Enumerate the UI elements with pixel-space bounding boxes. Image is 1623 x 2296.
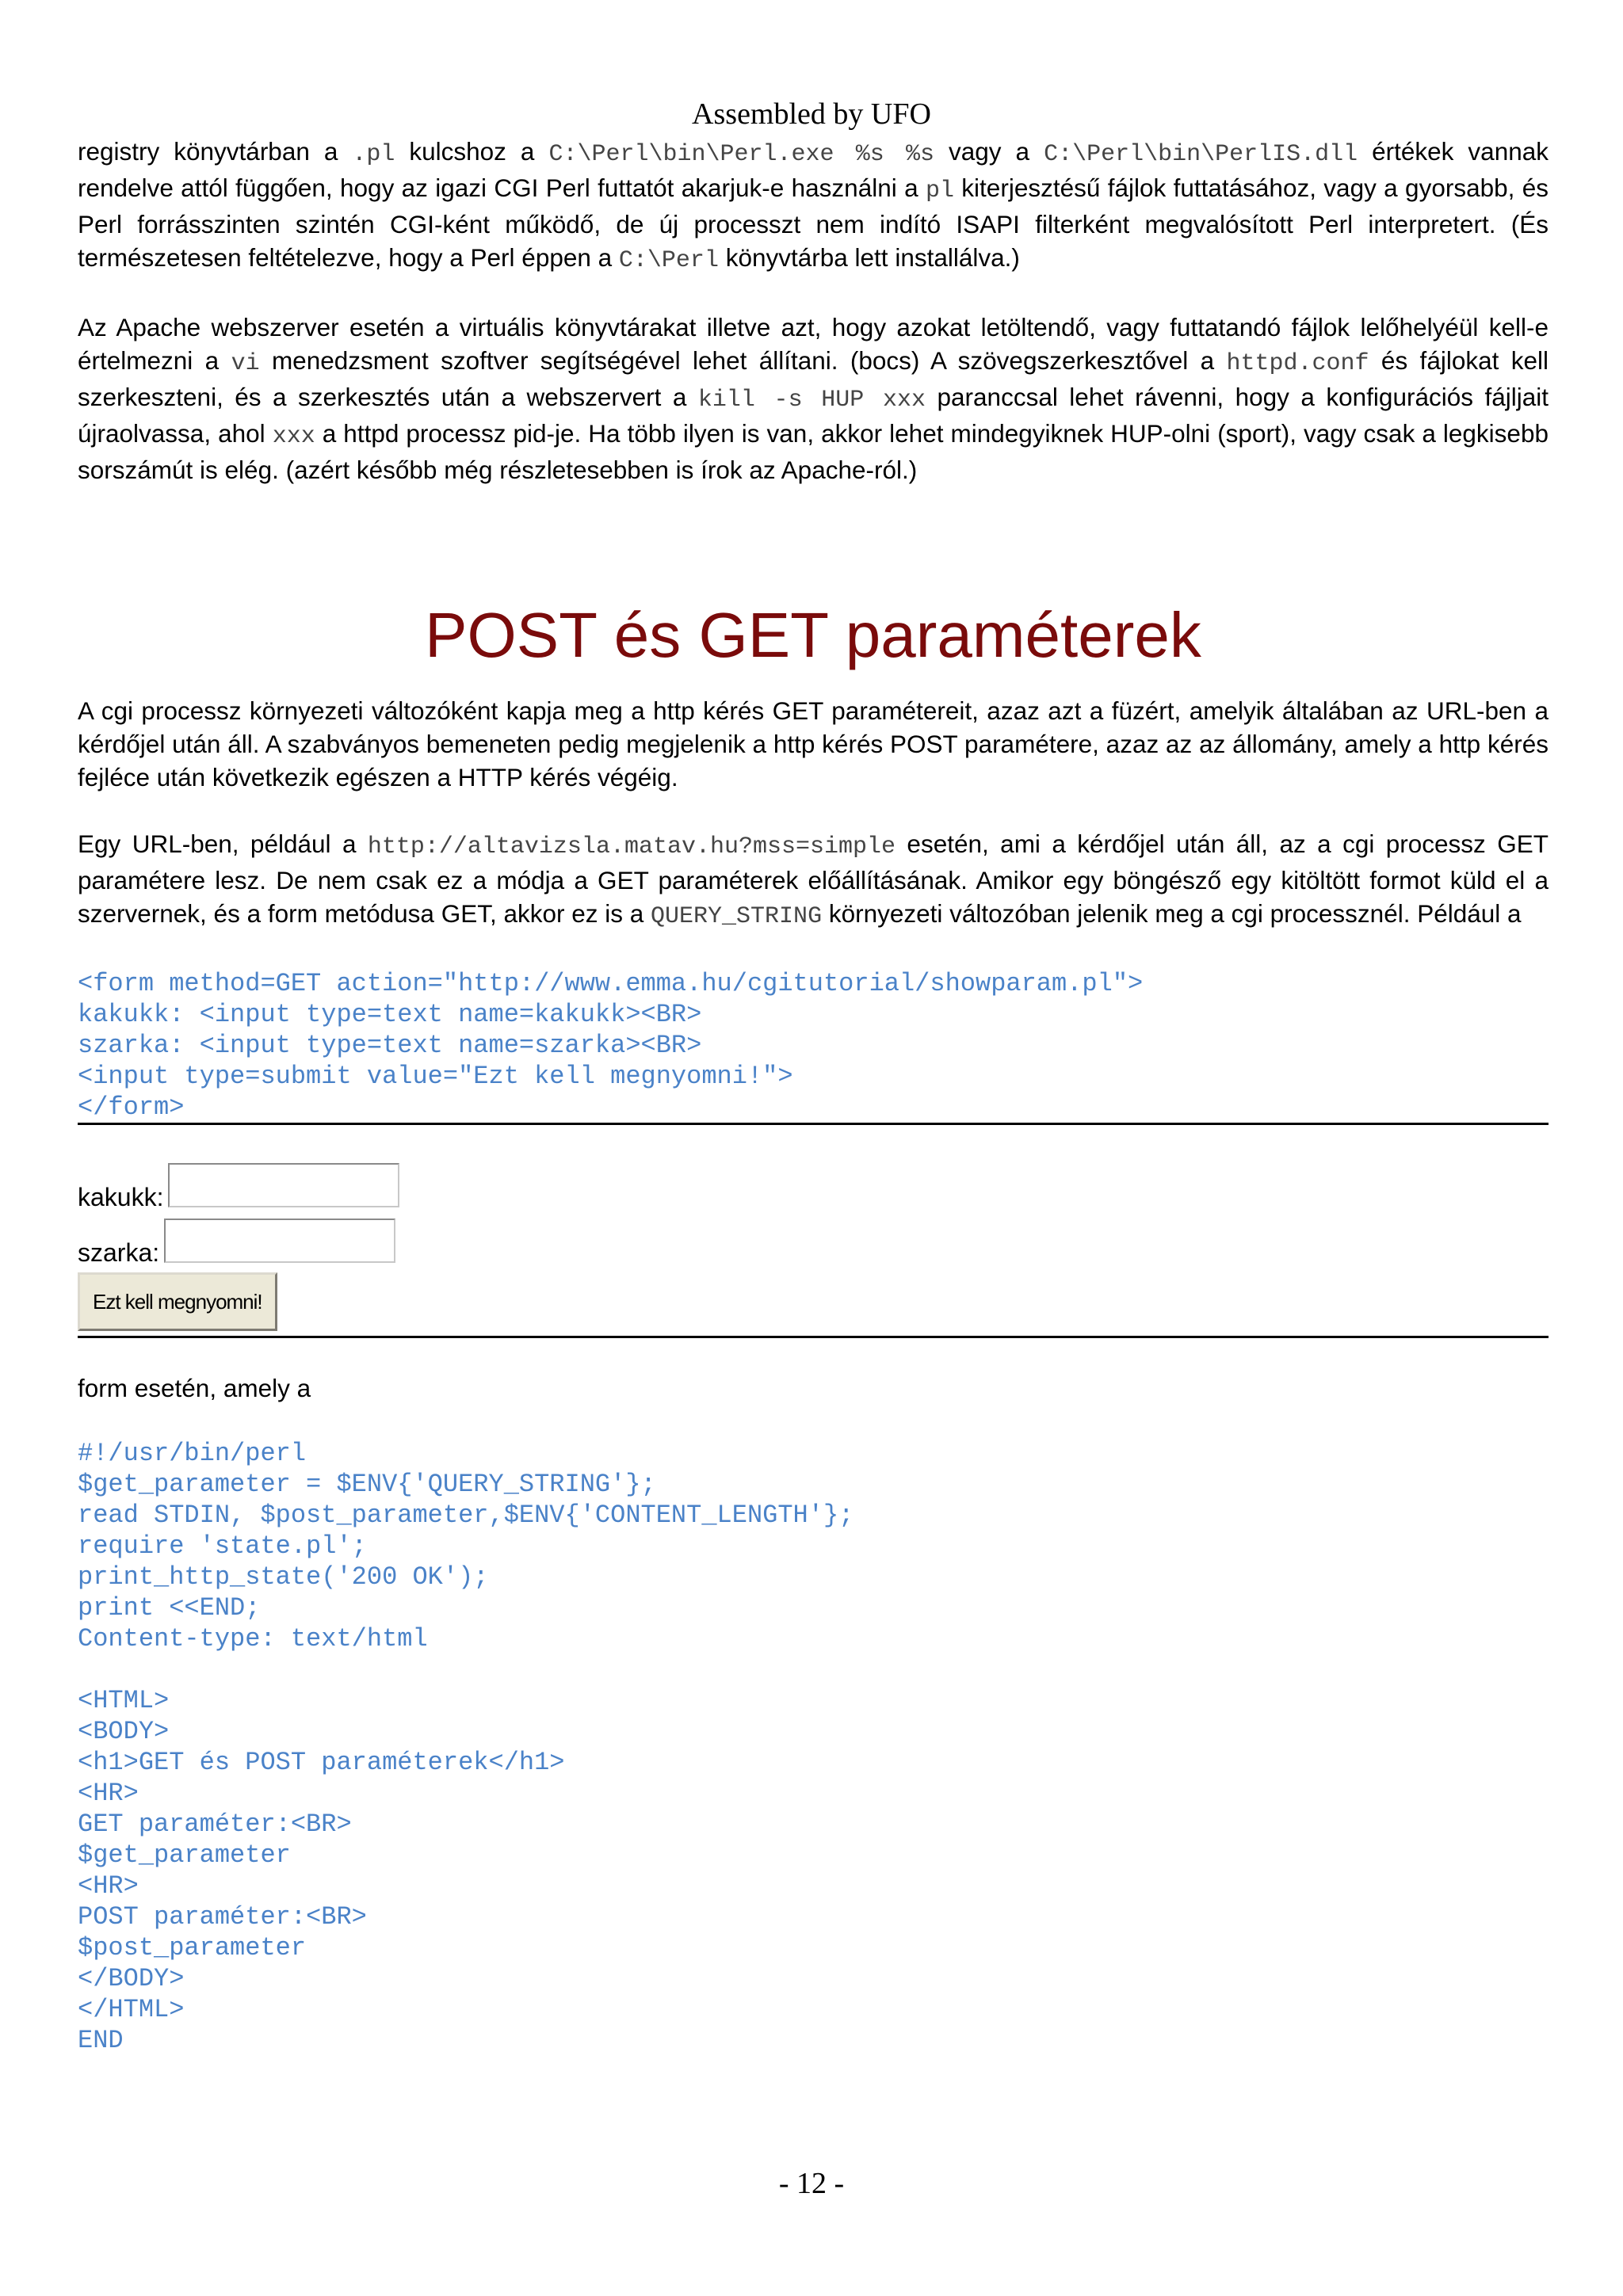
paragraph-form-case: form esetén, amely a xyxy=(78,1374,311,1402)
text-run: menedzsment szoftver segítségével lehet állítani. (bocs) A szövegszerkesztővel a xyxy=(259,346,1227,375)
text-run: és fájlokat kell szerkeszteni, és a szerkesztés után a webszervert a xyxy=(78,346,1549,411)
inline-code: http://altavizsla.matav.hu?mss=simple xyxy=(367,833,896,860)
paragraph-registry xyxy=(78,135,1549,277)
kakukk-input[interactable] xyxy=(168,1163,399,1207)
inline-code: QUERY_STRING xyxy=(651,903,823,930)
form-demo xyxy=(78,1157,1549,1331)
section-heading: POST és GET paraméterek xyxy=(425,600,1201,670)
inline-code: .pl xyxy=(352,141,395,168)
page-number: - 12 - xyxy=(778,2167,845,2200)
inline-code: C:\Perl\bin\Perl.exe %s %s xyxy=(548,141,935,168)
inline-code: pl xyxy=(925,177,954,204)
running-header: Assembled by UFO xyxy=(692,97,931,131)
paragraph-cgi-params: A cgi processz környezeti változóként kapja meg a http kérés GET paramétereit, azaz azt a füzért, amelyik általában az URL-ben a kérdőjel után áll. A szabványos bemeneten pedig megjelenik a http kérés POST paramétere, azaz az az állomány, amely a http kérés fejléce után következik egészen a HTTP kérés végéig. xyxy=(78,696,1549,791)
inline-code: vi xyxy=(231,350,260,377)
inline-code: httpd.conf xyxy=(1226,350,1369,377)
code-block-perl: #!/usr/bin/perl $get_parameter = $ENV{'QUERY_STRING'}; read STDIN, $post_parameter,$ENV{'CONTENT_LENGTH'}; require 'state.pl'; print_http_state('200 OK'); print <<END; Content-type: text/html <HTML> <BODY> <h1>GET és POST paraméterek</h1> <HR> GET paraméter:<BR> $get_parameter <HR> POST paraméter:<BR> $post_parameter </BODY> </HTML> END xyxy=(78,1439,854,2055)
text-run: kulcshoz a xyxy=(395,137,549,166)
paragraph-url-example xyxy=(78,827,1549,933)
text-run: környezeti változóban jelenik meg a cgi processznél. Például a xyxy=(822,899,1522,928)
paragraph-apache xyxy=(78,311,1549,486)
text-run: a httpd processz pid-je. Ha több ilyen is van, akkor lehet mindegyiknek HUP-olni (sport), vagy csak a legkisebb sorszámút is elég. (azért később még részletesebben is írok az Apache-ról.) xyxy=(78,419,1549,484)
text-run: Az Apache webszerver esetén a virtuális könyvtárakat illetve azt, hogy azokat letöltendő, vagy futtatandó fájlok lelőhelyéül kell-e értelmezni a xyxy=(78,313,1549,375)
submit-button[interactable]: Ezt kell megnyomni! xyxy=(78,1272,277,1331)
text-run: kiterjesztésű fájlok futtatásához, vagy a gyorsabb, és Perl forrásszinten szintén CGI-ként működő, de új processzt nem indító ISAPI filterként megvalósított Perl interpretert. (És természetesen feltételezve, hogy a Perl éppen a xyxy=(78,174,1549,272)
inline-code: C:\Perl xyxy=(618,247,719,274)
horizontal-rule xyxy=(78,1123,1549,1125)
text-run: registry könyvtárban a xyxy=(78,137,353,166)
text-run: esetén, ami a kérdőjel után áll, az a cgi processz GET paramétere lesz. De nem csak ez a módja a GET paraméterek előállításának. Amikor egy böngésző egy kitöltött formot küld el a szervernek, és a form metódusa GET, akkor ez is a xyxy=(78,830,1549,928)
kakukk-label: kakukk: xyxy=(78,1183,164,1211)
text-run: paranccsal lehet rávenni, hogy a konfigurációs fájljait újraolvassa, ahol xyxy=(78,383,1549,448)
form-row-szarka xyxy=(78,1212,1549,1268)
horizontal-rule xyxy=(78,1336,1549,1338)
code-block-form: <form method=GET action="http://www.emma.hu/cgitutorial/showparam.pl"> kakukk: <input type=text name=kakukk><BR> szarka: <input type=text name=szarka><BR> <input type=submit value="Ezt kell megnyomni!"> </form> xyxy=(78,969,1144,1122)
text-run: könyvtárba lett installálva.) xyxy=(718,243,1020,272)
szarka-input[interactable] xyxy=(164,1219,395,1263)
form-row-kakukk xyxy=(78,1157,1549,1212)
text-run: vagy a xyxy=(934,137,1044,166)
text-run: értékek vannak rendelve attól függően, hogy az igazi CGI Perl futtatót akarjuk-e használni a xyxy=(78,137,1549,202)
inline-code: kill -s HUP xxx xyxy=(697,387,926,414)
inline-code: xxx xyxy=(272,423,315,450)
szarka-label: szarka: xyxy=(78,1238,160,1267)
page-content xyxy=(78,135,1549,2056)
text-run: Egy URL-ben, például a xyxy=(78,830,368,858)
inline-code: C:\Perl\bin\PerlIS.dll xyxy=(1044,141,1358,168)
